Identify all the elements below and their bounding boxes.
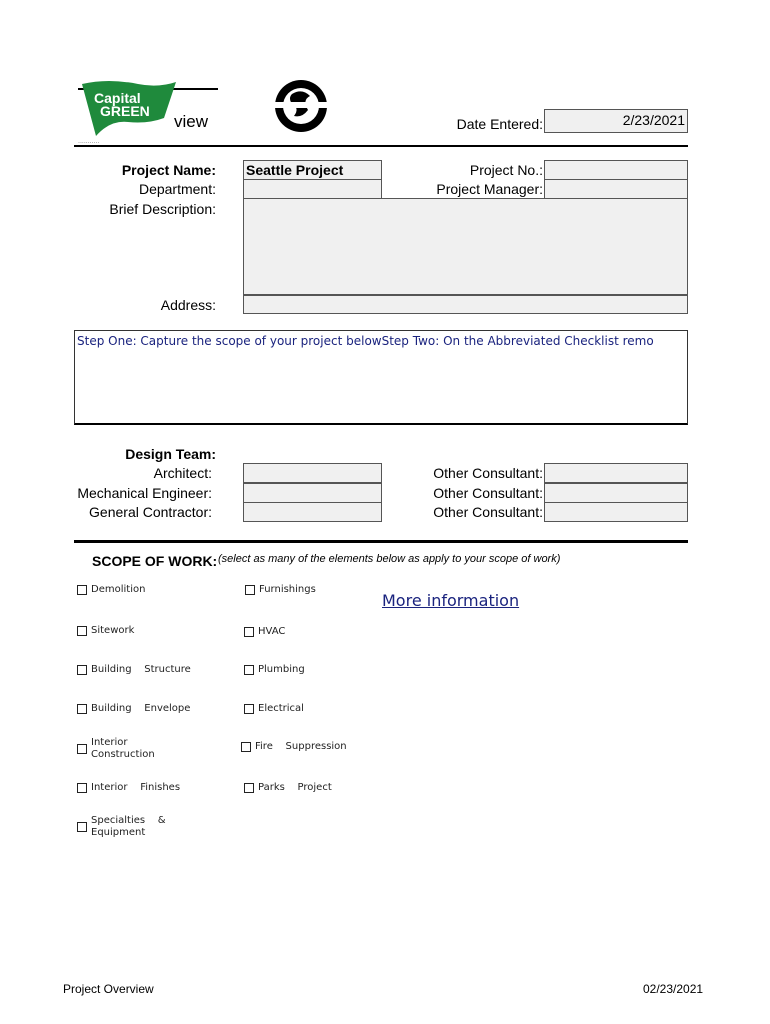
checkbox-label: Electrical [258, 703, 304, 714]
checkbox-demolition[interactable] [77, 584, 145, 596]
footer-right: 02/23/2021 [643, 982, 704, 996]
project-name-field[interactable] [243, 160, 382, 180]
checkbox-box[interactable] [77, 744, 87, 754]
checkbox-label: Interior Construction [91, 737, 155, 760]
checkbox-label: Furnishings [259, 584, 316, 595]
checkbox-box[interactable] [77, 822, 87, 832]
department-label: Department: [138, 181, 216, 197]
logo-text-line2: GREEN [100, 103, 150, 119]
checkbox-box[interactable] [77, 665, 87, 675]
architect-label: Architect: [153, 465, 212, 481]
other-consultant-field-1[interactable] [544, 463, 688, 483]
checkbox-hvac[interactable] [244, 626, 285, 638]
header-divider [74, 145, 688, 147]
checkbox-box[interactable] [244, 627, 254, 637]
checkbox-building-structure[interactable] [77, 664, 191, 676]
city-seal-icon [272, 78, 330, 134]
address-label: Address: [160, 297, 216, 313]
address-field[interactable] [243, 295, 688, 314]
other-consultant-label-3: Other Consultant: [433, 504, 543, 520]
date-entered-value: 2/23/2021 [622, 112, 685, 128]
checkbox-specialties-equipment[interactable] [77, 815, 166, 839]
logo-text-line1: Capital [94, 90, 141, 106]
instructions-box [74, 330, 688, 425]
instructions-text: Step One: Capture the scope of your project belowStep Two: On the Abbreviated Checklist remo [77, 334, 654, 348]
checkbox-interior-finishes[interactable] [77, 782, 180, 794]
checkbox-box[interactable] [77, 704, 87, 714]
scope-note: (select as many of the elements below as apply to your scope of work) [218, 553, 561, 565]
checkbox-label: Demolition [91, 584, 146, 595]
checkbox-plumbing[interactable] [244, 664, 305, 676]
checkbox-interior-construction[interactable] [77, 737, 155, 761]
checkbox-box[interactable] [77, 783, 87, 793]
page-title-fragment: view [174, 112, 209, 131]
checkbox-box[interactable] [77, 626, 87, 636]
checkbox-box[interactable] [244, 704, 254, 714]
other-consultant-field-2[interactable] [544, 483, 688, 503]
checkbox-label: Building Envelope [91, 703, 191, 714]
project-number-field[interactable] [544, 160, 688, 180]
brief-description-field[interactable] [243, 198, 688, 295]
mechanical-engineer-label: Mechanical Engineer: [77, 485, 212, 501]
checkbox-parks-project[interactable] [244, 782, 332, 794]
department-field[interactable] [243, 179, 382, 199]
checkbox-label: Interior Finishes [91, 782, 181, 793]
date-entered-field[interactable] [544, 109, 688, 133]
project-manager-label: Project Manager: [436, 181, 543, 197]
checkbox-sitework[interactable] [77, 625, 134, 637]
architect-field[interactable] [243, 463, 382, 483]
general-contractor-field[interactable] [243, 502, 382, 522]
project-name-value: Seattle Project [246, 162, 344, 178]
other-consultant-field-3[interactable] [544, 502, 688, 522]
capital-green-logo [78, 78, 178, 140]
general-contractor-label: General Contractor: [89, 504, 212, 520]
scope-divider [74, 540, 688, 543]
checkbox-building-envelope[interactable] [77, 703, 190, 715]
other-consultant-label-2: Other Consultant: [433, 485, 543, 501]
checkbox-box[interactable] [244, 665, 254, 675]
footer-left: Project Overview [63, 982, 154, 996]
checkbox-label: Plumbing [258, 664, 305, 675]
subtitle-fragment: ........... [78, 138, 100, 145]
checkbox-box[interactable] [245, 585, 255, 595]
scope-heading: SCOPE OF WORK: [92, 553, 218, 569]
checkbox-box[interactable] [77, 585, 87, 595]
checkbox-label: Sitework [91, 625, 135, 636]
checkbox-electrical[interactable] [244, 703, 304, 715]
design-team-heading: Design Team: [125, 446, 216, 462]
checkbox-label: Parks Project [258, 782, 332, 793]
checkbox-label: Specialties & Equipment [91, 815, 166, 838]
checkbox-furnishings[interactable] [245, 584, 316, 596]
checkbox-label: Fire Suppression [255, 741, 347, 752]
mechanical-engineer-field[interactable] [243, 483, 382, 503]
other-consultant-label-1: Other Consultant: [433, 465, 543, 481]
checkbox-box[interactable] [241, 742, 251, 752]
checkbox-fire-suppression[interactable] [241, 741, 347, 753]
brief-description-label: Brief Description: [109, 201, 216, 217]
checkbox-label: Building Structure [91, 664, 191, 675]
checkbox-label: HVAC [258, 626, 286, 637]
project-number-label: Project No.: [469, 162, 543, 178]
project-name-label: Project Name: [121, 162, 216, 178]
project-manager-field[interactable] [544, 179, 688, 199]
more-information-link[interactable]: More information [382, 591, 520, 610]
checkbox-box[interactable] [244, 783, 254, 793]
date-entered-label: Date Entered: [456, 116, 543, 132]
